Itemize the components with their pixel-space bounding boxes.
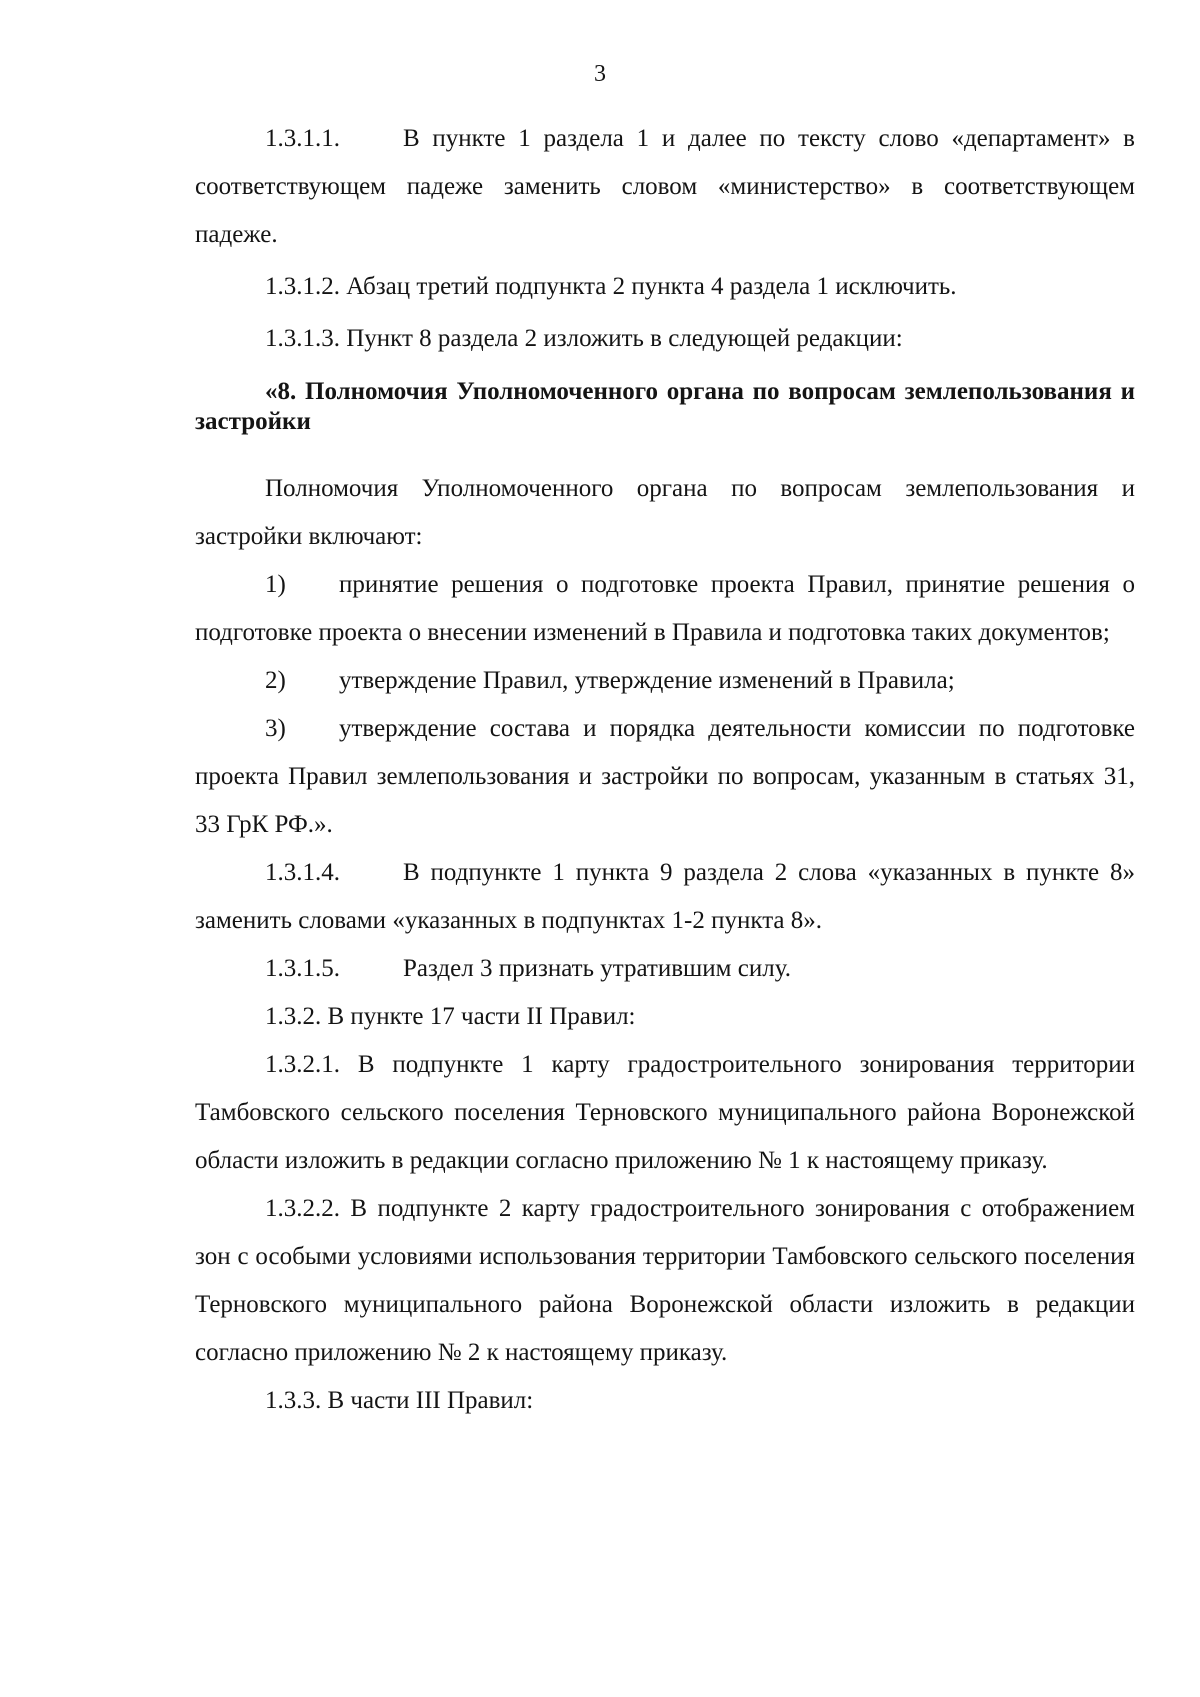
paragraph-1-3-1-3: 1.3.1.3. Пункт 8 раздела 2 изложить в следующей редакции: <box>265 325 903 352</box>
paragraph-1-3-1-4 <box>195 849 1135 945</box>
paragraph-1-3-1-2: 1.3.1.2. Абзац третий подпункта 2 пункта 4 раздела 1 исключить. <box>265 273 957 300</box>
list-item-2 <box>195 657 1135 705</box>
list-item-3 <box>195 705 1135 849</box>
list-item-number: 3) <box>265 715 286 742</box>
paragraph-powers-intro: Полномочия Уполномоченного органа по вопросам землепользования и застройки включают: <box>195 475 1135 550</box>
section-heading: «8. Полномочия Уполномоченного органа по вопросам землепользования и застройки <box>195 378 1135 435</box>
heading-spacer <box>195 437 1135 465</box>
list-item-number: 1) <box>265 571 286 598</box>
paragraph-1-3-2-2: 1.3.2.2. В подпункте 2 карту градостроительного зонирования с отображением зон с особыми условиями использования территории Тамбовского сельского поселения Терновского муниципального района Воронежской области изложить в редакции согласно приложению № 2 к настоящему приказу. <box>195 1195 1135 1366</box>
document-body <box>195 115 1135 1425</box>
list-item-number: 2) <box>265 667 286 694</box>
paragraph-text: В пункте 1 раздела 1 и далее по тексту слово «департамент» в соответствующем падеже заменить словом «министерство» в соответствующем падеже. <box>195 125 1135 248</box>
paragraph-1-3-2-1: 1.3.2.1. В подпункте 1 карту градостроительного зонирования территории Тамбовского сельского поселения Терновского муниципального района Воронежской области изложить в редакции согласно приложению № 1 к настоящему приказу. <box>195 1051 1135 1174</box>
page-number: 3 <box>594 61 606 87</box>
list-item-text: утверждение состава и порядка деятельности комиссии по подготовке проекта Правил землепользования и застройки по вопросам, указанным в статьях 31, 33 ГрК РФ.». <box>195 715 1135 838</box>
paragraph-number: 1.3.1.4. <box>265 859 340 886</box>
list-item-text: принятие решения о подготовке проекта Правил, принятие решения о подготовке проекта о внесении изменений в Правила и подготовка таких документов; <box>195 571 1135 646</box>
paragraph-number: 1.3.1.1. <box>265 125 340 152</box>
paragraph-1-3-1-1 <box>195 115 1135 259</box>
list-item-text: утверждение Правил, утверждение изменений в Правила; <box>339 667 955 694</box>
paragraph-1-3-2: 1.3.2. В пункте 17 части II Правил: <box>265 1003 636 1030</box>
paragraph-1-3-3: 1.3.3. В части III Правил: <box>265 1387 534 1414</box>
paragraph-number: 1.3.1.5. <box>265 955 340 982</box>
list-item-1 <box>195 561 1135 657</box>
paragraph-1-3-1-5 <box>195 945 1135 993</box>
paragraph-text: В подпункте 1 пункта 9 раздела 2 слова «указанных в пункте 8» заменить словами «указанных в подпунктах 1-2 пункта 8». <box>195 859 1135 934</box>
paragraph-text: Раздел 3 признать утратившим силу. <box>403 955 791 982</box>
